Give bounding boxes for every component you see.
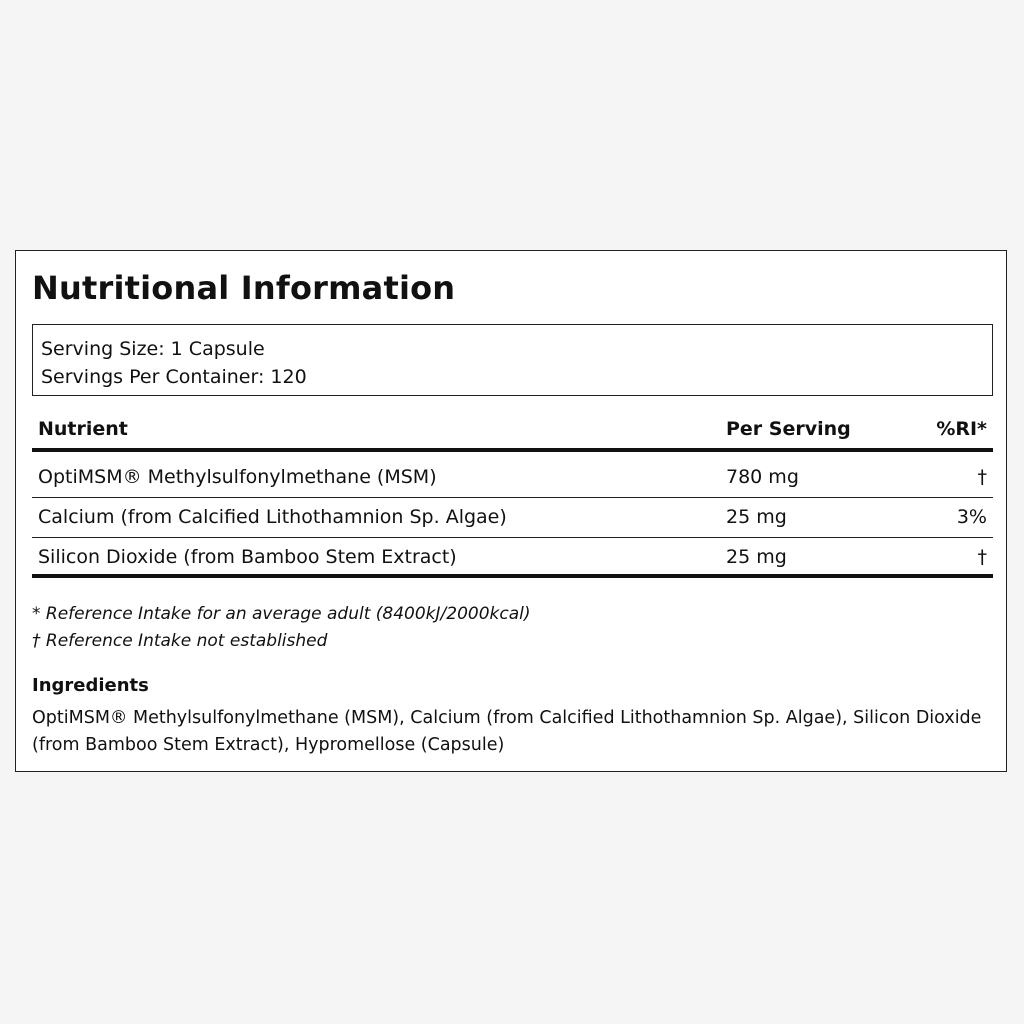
column-header-per-serving: Per Serving (726, 418, 851, 440)
nutrient-name: Silicon Dioxide (from Bamboo Stem Extract) (38, 546, 457, 568)
servings-per-container: Servings Per Container: 120 (41, 366, 307, 388)
column-header-nutrient: Nutrient (38, 418, 128, 440)
table-header-row (32, 411, 993, 452)
ri-value: † (977, 546, 987, 568)
per-serving-value: 25 mg (726, 546, 787, 568)
nutrient-name: OptiMSM® Methylsulfonylmethane (MSM) (38, 466, 437, 488)
ri-value: † (977, 466, 987, 488)
serving-size: Serving Size: 1 Capsule (41, 338, 265, 360)
ri-value: 3% (956, 506, 987, 528)
ingredients-text: OptiMSM® Methylsulfonylmethane (MSM), Calcium (from Calcified Lithothamnion Sp. Algae), Silicon Dioxide (from Bamboo Stem Extract), Hypromellose (Capsule) (32, 708, 982, 755)
nutrition-panel (15, 250, 1007, 772)
nutrient-name: Calcium (from Calcified Lithothamnion Sp. Algae) (38, 506, 507, 528)
footnotes (32, 601, 531, 655)
ingredients-heading: Ingredients (32, 675, 149, 696)
column-header-ri: %RI* (936, 418, 987, 440)
panel-title: Nutritional Information (32, 269, 456, 307)
table-row (32, 458, 993, 498)
per-serving-value: 25 mg (726, 506, 787, 528)
footnote-reference-intake: * Reference Intake for an average adult (8400kJ/2000kcal) (32, 604, 531, 624)
table-row (32, 538, 993, 578)
serving-info-box (32, 324, 993, 396)
footnote-not-established: † Reference Intake not established (32, 631, 328, 651)
table-row (32, 498, 993, 538)
per-serving-value: 780 mg (726, 466, 799, 488)
nutrient-table (32, 411, 993, 578)
